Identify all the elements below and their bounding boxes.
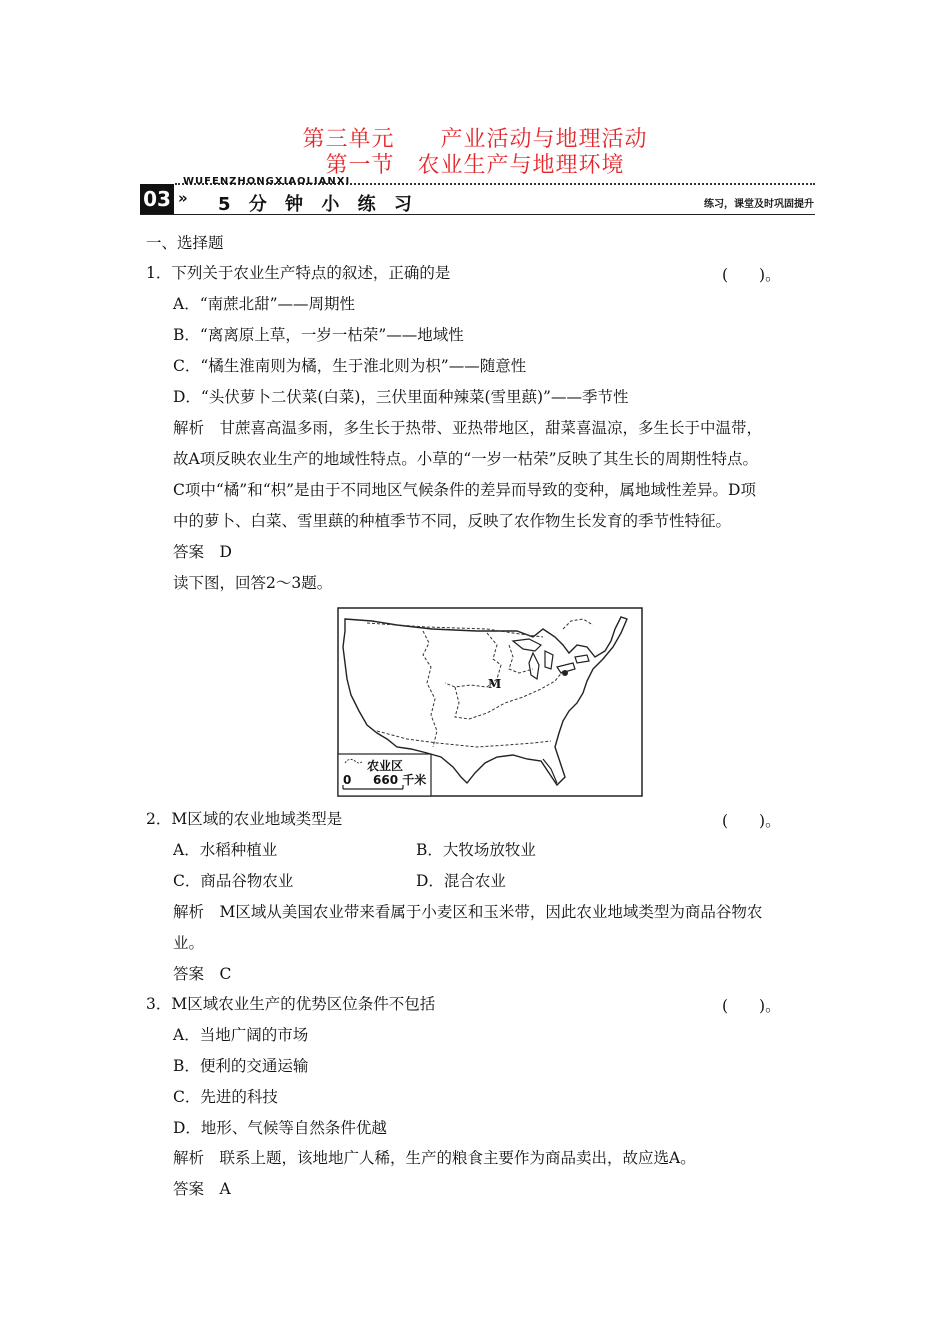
- q1-analysis-line2: 故A项反映农业生产的地域性特点。小草的“一岁一枯荣”反映了其生长的周期性特点。: [173, 450, 759, 468]
- q2-option-b: B．大牧场放牧业: [416, 841, 536, 859]
- q1-option-d: D．“头伏萝卜二伏菜(白菜)，三伏里面种辣菜(雪里蕻)”——季节性: [173, 388, 629, 406]
- q1-answer-blank: ( )。: [722, 266, 781, 284]
- q3-option-c: C．先进的科技: [173, 1088, 278, 1106]
- question-type-heading: 一、选择题: [146, 234, 224, 252]
- q2-analysis-line1: 解析 M区域从美国农业带来看属于小麦区和玉米带，因此农业地域类型为商品谷物农: [173, 903, 763, 921]
- header-number-badge: 03: [140, 184, 174, 214]
- header-solid-rule: [140, 214, 815, 215]
- q2-answer-blank: ( )。: [722, 812, 781, 830]
- q2-answer: 答案 C: [173, 965, 232, 983]
- q1-option-c: C．“橘生淮南则为橘，生于淮北则为枳”——随意性: [173, 357, 527, 375]
- q3-answer: 答案 A: [173, 1180, 231, 1198]
- q2-option-c: C．商品谷物农业: [173, 872, 294, 890]
- q2-stem: 2．M区域的农业地域类型是: [146, 810, 343, 828]
- q1-option-a: A．“南蔗北甜”——周期性: [173, 295, 356, 313]
- map-label-m: M: [488, 677, 502, 691]
- q3-analysis: 解析 联系上题，该地地广人稀，生产的粮食主要作为商品卖出，故应选A。: [173, 1149, 696, 1167]
- q1-analysis-line3: C项中“橘”和“枳”是由于不同地区气候条件的差异而导致的变种，属地域性差异。D项: [173, 481, 756, 499]
- q1-analysis-line4: 中的萝卜、白菜、雪里蕻的种植季节不同，反映了农作物生长发育的季节性特征。: [173, 512, 732, 530]
- q2-option-d: D．混合农业: [416, 872, 506, 890]
- q3-stem: 3．M区域农业生产的优势区位条件不包括: [146, 995, 436, 1013]
- unit-title: 第三单元 产业活动与地理活动: [302, 127, 648, 152]
- q2-analysis-line2: 业。: [173, 934, 205, 952]
- header-section-label: 5 分 钟 小 练 习: [218, 194, 418, 215]
- map-scale-value: 660 千米: [373, 773, 427, 787]
- header-tagline: 练习，课堂及时巩固提升: [704, 199, 814, 210]
- map-legend-label: 农业区: [367, 759, 404, 773]
- q1-option-b: B．“离离原上草，一岁一枯荣”——地域性: [173, 326, 464, 344]
- double-chevron-icon: »: [178, 189, 188, 207]
- q1-answer: 答案 D: [173, 543, 232, 561]
- usa-agriculture-map: [337, 607, 643, 797]
- q3-option-d: D．地形、气候等自然条件优越: [173, 1119, 387, 1137]
- header-pinyin: WUFENZHONGXIAOLIANXI: [183, 176, 351, 187]
- q3-option-a: A．当地广阔的市场: [173, 1026, 309, 1044]
- q2-option-a: A．水稻种植业: [173, 841, 278, 859]
- map-scale-zero: 0: [343, 773, 352, 787]
- q1-stem: 1．下列关于农业生产特点的叙述，正确的是: [146, 264, 451, 282]
- q3-answer-blank: ( )。: [722, 997, 781, 1015]
- map-instruction: 读下图，回答2～3题。: [173, 574, 333, 592]
- q1-analysis-line1: 解析 甘蔗喜高温多雨，多生长于热带、亚热带地区，甜菜喜温凉，多生长于中温带，: [173, 419, 763, 437]
- section-title: 第一节 农业生产与地理环境: [325, 153, 625, 178]
- q3-option-b: B．便利的交通运输: [173, 1057, 309, 1075]
